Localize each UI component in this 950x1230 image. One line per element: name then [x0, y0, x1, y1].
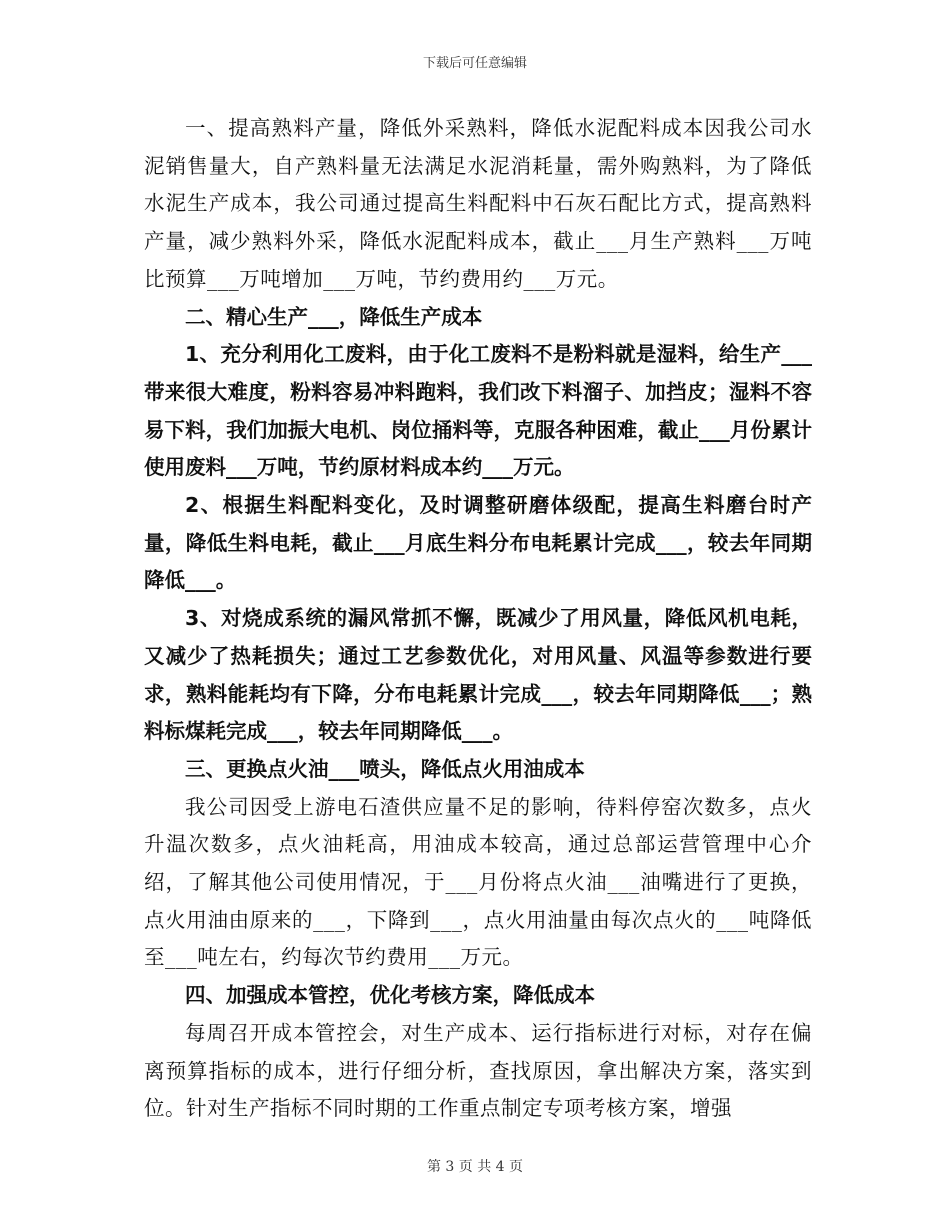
paragraph-1: 一、提高熟料产量，降低外采熟料，降低水泥配料成本因我公司水泥销售量大，自产熟料量无法满足水泥消耗量，需外购熟料，为了降低水泥生产成本，我公司通过提高生料配料中石灰石配比方式，提高熟料产量，减少熟料外采，降低水泥配料成本，截止___月生产熟料___万吨比预算___万吨增加___万吨，节约费用约___万元。	[144, 116, 812, 291]
section-heading-2: 二、精心生产___，降低生产成本	[185, 304, 483, 329]
paragraph-section-4: 每周召开成本管控会，对生产成本、运行指标进行对标，对存在偏离预算指标的成本，进行仔细分析，查找原因，拿出解决方案，落实到位。针对生产指标不同时期的工作重点制定专项考核方案，增强	[144, 1020, 812, 1121]
paragraph-item-3: 3、对烧成系统的漏风常抓不懈，既减少了用风量，降低风机电耗，又减少了热耗损失；通过工艺参数优化，对用风量、风温等参数进行要求，熟料能耗均有下降，分布电耗累计完成___，较去年同期降低___；熟料标煤耗完成___，较去年同期降低___。	[144, 606, 812, 744]
document-body	[144, 110, 812, 1128]
paragraph-item-1: 1、充分利用化工废料，由于化工废料不是粉料就是湿料，给生产___带来很大难度，粉料容易冲料跑料，我们改下料溜子、加挡皮；湿料不容易下料，我们加振大电机、岗位捅料等，克服各种困难，截止___月份累计使用废料___万吨，节约原材料成本约___万元。	[144, 342, 812, 480]
paragraph-section-3: 我公司因受上游电石渣供应量不足的影响，待料停窑次数多，点火升温次数多，点火油耗高，用油成本较高，通过总部运营管理中心介绍，了解其他公司使用情况，于___月份将点火油___油嘴进行了更换，点火用油由原来的___，下降到___，点火用油量由每次点火的___吨降低至___吨左右，约每次节约费用___万元。	[144, 794, 812, 970]
page-footer: 第 3 页 共 4 页	[426, 1159, 524, 1175]
page-header: 下载后可任意编辑	[422, 56, 527, 71]
paragraph-item-2: 2、根据生料配料变化，及时调整研磨体级配，提高生料磨台时产量，降低生料电耗，截止___月底生料分布电耗累计完成___，较去年同期降低___。	[144, 493, 812, 593]
section-heading-3: 三、更换点火油___喷头，降低点火用油成本	[185, 756, 585, 781]
section-heading-4: 四、加强成本管控，优化考核方案，降低成本	[185, 983, 595, 1008]
